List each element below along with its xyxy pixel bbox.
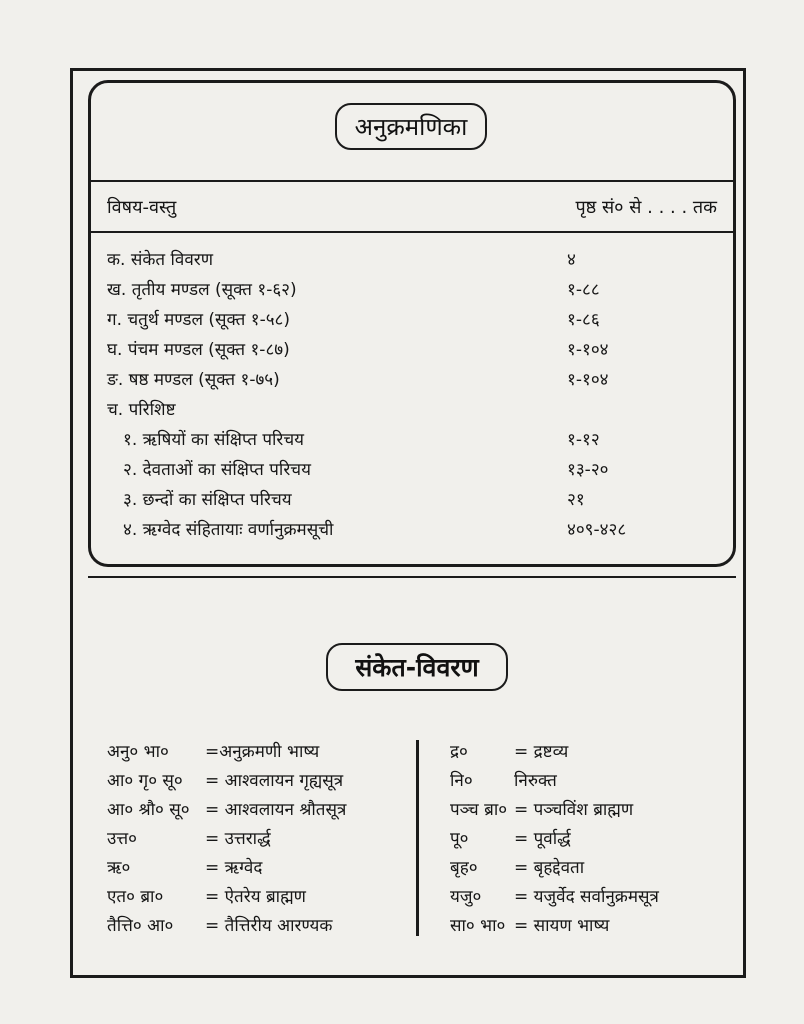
abbreviations-title: संकेत-विवरण (326, 643, 508, 691)
abbreviation-row (450, 738, 710, 767)
entry-label: घ. पंचम मण्डल (सूक्त १-८७) (107, 340, 290, 360)
abbreviation: आ० श्रौ० सू० (107, 800, 190, 820)
contents-row (107, 365, 707, 395)
abbreviation-row (450, 912, 710, 941)
entry-label: ख. तृतीय मण्डल (सूक्त १-६२) (107, 280, 297, 300)
abbreviation: पञ्च ब्रा० (450, 800, 508, 820)
entry-label: १. ऋषियों का संक्षिप्त परिचय (123, 430, 304, 450)
entry-label: ङ. षष्ठ मण्डल (सूक्त १-७५) (107, 370, 280, 390)
header-rule-top (88, 180, 736, 182)
abbreviations-left-column (107, 738, 407, 941)
abbreviation-meaning: = ऋग्वेद (205, 858, 263, 878)
abbreviation: यजु० (450, 887, 482, 907)
entry-page-range: ४०९-४२८ (567, 520, 627, 540)
contents-title: अनुक्रमणिका (335, 103, 487, 150)
abbreviation: ऋ० (107, 858, 131, 878)
entry-page-range: १-१०४ (567, 370, 609, 390)
abbreviation-row (107, 912, 407, 941)
abbreviation-row (450, 854, 710, 883)
abbreviation-meaning: = तैत्तिरीय आरण्यक (205, 916, 333, 936)
abbreviation-row (450, 767, 710, 796)
abbreviation-row (107, 767, 407, 796)
abbreviation-row (450, 796, 710, 825)
contents-list (107, 245, 707, 545)
entry-label: ग. चतुर्थ मण्डल (सूक्त १-५८) (107, 310, 291, 330)
abbreviation-meaning: = उत्तरार्द्ध (205, 829, 271, 849)
abbreviation: द्र० (450, 742, 468, 762)
entry-page-range: १-८६ (567, 310, 600, 330)
entry-page-range: १-८८ (567, 280, 600, 300)
contents-header (107, 195, 717, 219)
entry-label: च. परिशिष्ट (107, 400, 176, 420)
contents-row (107, 485, 707, 515)
abbreviation-row (107, 738, 407, 767)
entry-page-range: ४ (567, 250, 576, 270)
abbreviation-meaning: = पूर्वार्द्ध (514, 829, 571, 849)
abbreviations-right-column (450, 738, 710, 941)
entry-page-range: १-१०४ (567, 340, 609, 360)
abbreviation: उत्त० (107, 829, 137, 849)
abbreviation-meaning: = आश्वलायन गृह्यसूत्र (205, 771, 344, 791)
abbreviation: बृह० (450, 858, 478, 878)
abbreviation-row (107, 796, 407, 825)
abbreviation: तैत्ति० आ० (107, 916, 174, 936)
contents-row (107, 305, 707, 335)
entry-page-range: १-१२ (567, 430, 600, 450)
subject-heading: विषय-वस्तु (107, 197, 177, 218)
abbreviation-row (107, 825, 407, 854)
abbreviation: अनु० भा० (107, 742, 169, 762)
contents-row (107, 425, 707, 455)
abbreviation: पू० (450, 829, 469, 849)
contents-row (107, 515, 707, 545)
abbreviation-meaning: = आश्वलायन श्रौतसूत्र (205, 800, 347, 820)
contents-row (107, 395, 707, 425)
column-divider (416, 740, 419, 936)
abbreviation: नि० (450, 771, 473, 791)
abbreviation-row (450, 825, 710, 854)
abbreviation-row (107, 854, 407, 883)
entry-label: ३. छन्दों का संक्षिप्त परिचय (123, 490, 292, 510)
abbreviation-meaning: =अनुक्रमणी भाष्य (205, 742, 320, 762)
pages-heading: पृष्ठ सं० से . . . . तक (575, 197, 717, 218)
abbreviation-meaning: = ऐतरेय ब्राह्मण (205, 887, 306, 907)
abbreviation: आ० गृ० सू० (107, 771, 183, 791)
abbreviation: सा० भा० (450, 916, 506, 936)
contents-row (107, 335, 707, 365)
entry-label: २. देवताओं का संक्षिप्त परिचय (123, 460, 311, 480)
abbreviation: एत० ब्रा० (107, 887, 164, 907)
header-rule-bottom (88, 231, 736, 233)
abbreviation-row (450, 883, 710, 912)
entry-label: ४. ऋग्वेद संहितायाः वर्णानुक्रमसूची (123, 520, 334, 540)
abbreviation-row (107, 883, 407, 912)
abbreviation-meaning: = यजुर्वेद सर्वानुक्रमसूत्र (514, 887, 659, 907)
entry-label: क. संकेत विवरण (107, 250, 214, 270)
contents-row (107, 245, 707, 275)
section-divider (88, 576, 736, 578)
entry-page-range: १३-२० (567, 460, 609, 480)
abbreviation-meaning: = द्रष्टव्य (514, 742, 569, 762)
abbreviation-meaning: निरुक्त (514, 771, 557, 791)
abbreviation-meaning: = पञ्चविंश ब्राह्मण (514, 800, 634, 820)
contents-row (107, 275, 707, 305)
contents-row (107, 455, 707, 485)
abbreviation-meaning: = बृहद्देवता (514, 858, 585, 878)
entry-page-range: २१ (567, 490, 585, 510)
abbreviation-meaning: = सायण भाष्य (514, 916, 610, 936)
